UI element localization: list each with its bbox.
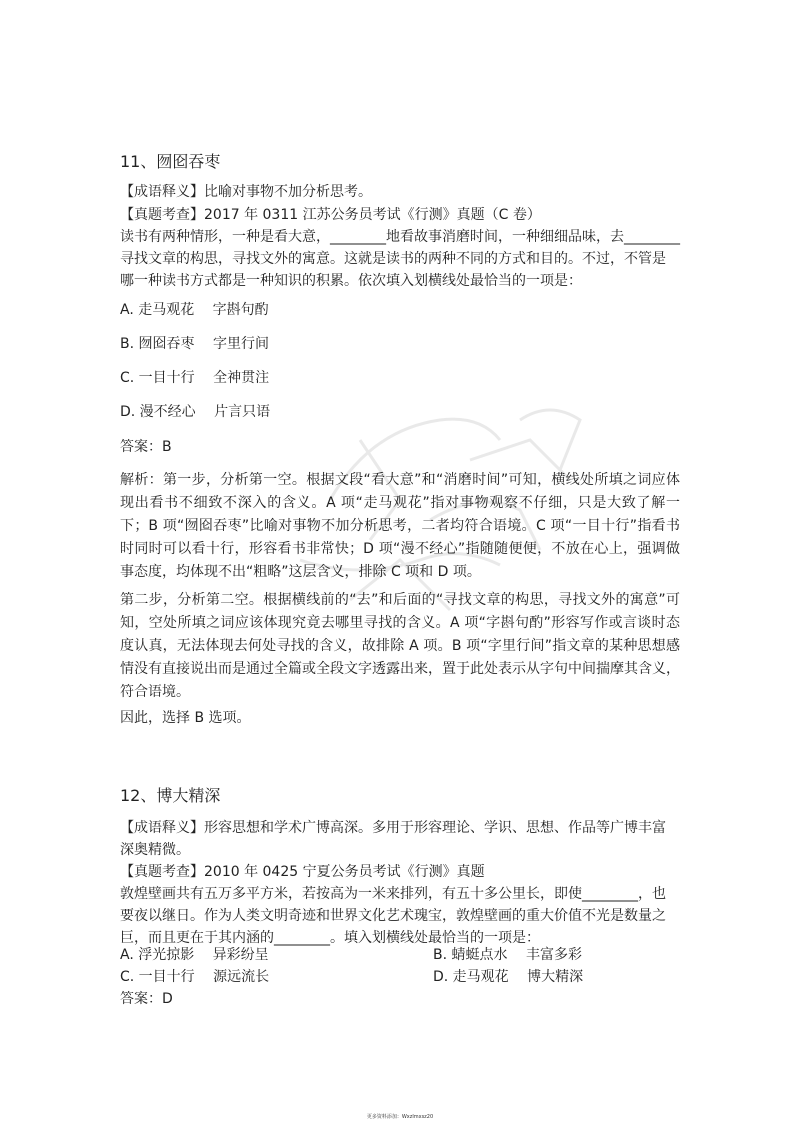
q11-analysis-step2 xyxy=(120,589,680,704)
q11-analysis-step2-text: 第二步，分析第二空。根据横线前的“去”和后面的“寻找文章的构思，寻找文外的寓意”可知，空处所填之词应该体现究竟去哪里寻找的含义。A 项“字斟句酌”形容写作或言谈时态度认真，无法体现去何处寻找的含义，故排除 A 项。B 项“字里行间”指文章的某种思想感情没有直接说出而是通过全篇或全段文字透露出来，置于此处表示从字句中间揣摩其含义，符合语境。 xyxy=(120,592,680,700)
q12-stem-line: 巨，而且更在于其内涵的________。填入划横线处最恰当的一项是： xyxy=(120,930,540,946)
q12-stem-line: 要夜以继日。作为人类文明奇迹和世界文化艺术瑰宝，敦煌壁画的重大价值不光是数量之 xyxy=(120,908,666,924)
q11-definition: 【成语释义】比喻对事物不加分析思考。 xyxy=(120,184,372,200)
q12-definition-line: 【成语释义】形容思想和学术广博高深。多用于形容理论、学识、思想、作品等广博丰富 xyxy=(120,820,666,836)
q11-option-a: A. 走马观花 字斟句酌 xyxy=(120,302,269,318)
q11-title: 11、囫囵吞枣 xyxy=(120,152,221,171)
q11-option-c: C. 一目十行 全神贯注 xyxy=(120,370,270,386)
q11-stem-line: 寻找文章的构思，寻找文外的寓意。这就是读书的两种不同的方式和目的。不过，不管是 xyxy=(120,251,666,267)
q12-option-b: B. 蜻蜓点水 丰富多彩 xyxy=(433,947,582,963)
q11-answer: 答案：B xyxy=(120,439,172,455)
q11-option-d: D. 漫不经心 片言只语 xyxy=(120,404,271,420)
q12-option-d: D. 走马观花 博大精深 xyxy=(433,969,584,985)
q12-source: 【真题考查】2010 年 0425 宁夏公务员考试《行测》真题 xyxy=(120,864,485,880)
q12-title: 12、博大精深 xyxy=(120,786,221,805)
q11-analysis-step1 xyxy=(120,469,680,584)
q12-option-c: C. 一目十行 源远流长 xyxy=(120,969,270,985)
q12-stem xyxy=(120,883,680,949)
q11-option-b: B. 囫囵吞枣 字里行间 xyxy=(120,336,269,352)
q11-stem-line: 读书有两种情形，一种是看大意，________地看故事消磨时间，一种细细品味，去________ xyxy=(120,229,680,245)
q11-stem xyxy=(120,226,680,292)
page-footer: 更多资料添加：Wxzlmxsz20 xyxy=(366,1114,434,1120)
q12-definition xyxy=(120,817,680,861)
q12-definition-line: 深奥精微。 xyxy=(120,842,190,858)
q12-stem-line: 敦煌壁画共有五万多平方米，若按高为一米来排列，有五十多公里长，即使________，也 xyxy=(120,886,666,902)
q11-conclusion: 因此，选择 B 选项。 xyxy=(120,710,251,726)
q11-source: 【真题考查】2017 年 0311 江苏公务员考试《行测》真题（C 卷） xyxy=(120,207,541,223)
q12-answer: 答案：D xyxy=(120,991,173,1007)
q12-option-a: A. 浮光掠影 异彩纷呈 xyxy=(120,947,269,963)
q11-stem-line: 哪一种读书方式都是一种知识的积累。依次填入划横线处最恰当的一项是： xyxy=(120,273,582,289)
q11-analysis-step1-text: 解析：第一步，分析第一空。根据文段“看大意”和“消磨时间”可知，横线处所填之词应体现出看书不细致不深入的含义。A 项“走马观花”指对事物观察不仔细，只是大致了解一下；B 项“囫囵吞枣”比喻对事物不加分析思考，二者均符合语境。C 项“一目十行”指看书时同时可以看十行，形容看书非常快；D 项“漫不经心”指随随便便，不放在心上，强调做事态度，均体现不出“粗略”这层含义，排除 C 项和 D 项。 xyxy=(120,472,680,580)
